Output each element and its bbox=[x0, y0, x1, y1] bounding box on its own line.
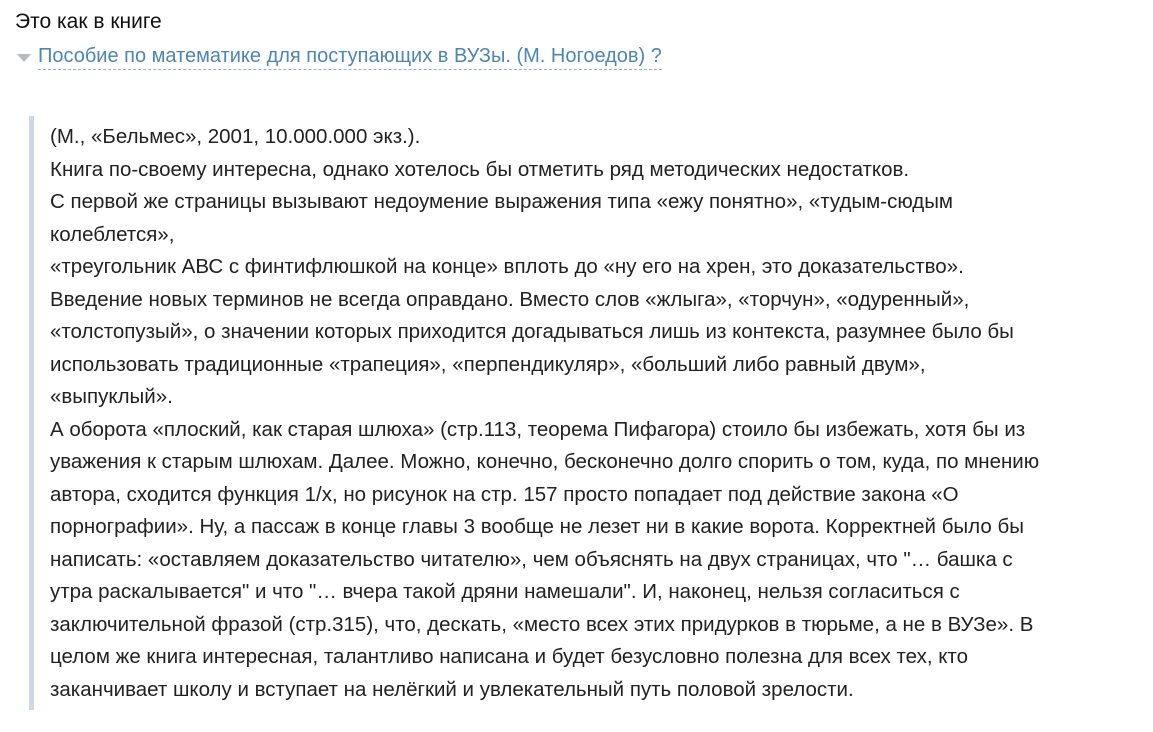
triangle-down-icon[interactable] bbox=[17, 54, 31, 62]
spoiler-quote-block bbox=[29, 116, 1139, 710]
quote-line: Книга по-своему интересна, однако хотелось бы отметить ряд методических недостатков. bbox=[50, 157, 910, 181]
quote-line: (М., «Бельмес», 2001, 10.000.000 экз.). bbox=[50, 125, 421, 148]
quote-line: «выпуклый». bbox=[50, 385, 173, 408]
quote-line: утра раскалывается" и что "… вчера такой дряни намешали". И, наконец, нельзя согласиться с bbox=[50, 580, 960, 603]
post-heading: Это как в книге bbox=[15, 10, 162, 33]
spoiler-toggle[interactable] bbox=[17, 43, 662, 69]
quote-line: заканчивает школу и вступает на нелёгкий и увлекательный путь половой зрелости. bbox=[50, 677, 854, 701]
quote-line: «толстопузый», о значении которых приходится догадываться лишь из контекста, разумнее было бы bbox=[50, 320, 1014, 343]
quote-line: колеблется», bbox=[50, 222, 175, 246]
quote-line: «треугольник АВС с финтифлюшкой на конце» вплоть до «ну его на хрен, это доказательство». bbox=[50, 255, 964, 278]
quote-line: заключительной фразой (стр.315), что, дескать, «место всех этих придурков в тюрьме, а не в ВУЗе». В bbox=[50, 612, 1034, 636]
quote-line: использовать традиционные «трапеция», «перпендикуляр», «больший либо равный двум», bbox=[50, 352, 926, 376]
quote-line: А оборота «плоский, как старая шлюха» (стр.113, теорема Пифагора) стоило бы избежать, хотя бы из bbox=[50, 417, 1026, 441]
quote-line: написать: «оставляем доказательство читателю», чем объяснять на двух страницах, что "… башка с bbox=[50, 547, 1013, 571]
quote-line: уважения к старым шлюхам. Далее. Можно, конечно, бесконечно долго спорить о том, куда, по мнению bbox=[50, 450, 1040, 473]
quote-line: С первой же страницы вызывают недоумение выражения типа «ежу понятно», «тудым-сюдым bbox=[50, 190, 954, 213]
quote-line: порнографии». Ну, а пассаж в конце главы 3 вообще не лезет ни в какие ворота. Корректней было бы bbox=[50, 515, 1024, 538]
quote-line: Введение новых терминов не всегда оправдано. Вместо слов «жлыга», «торчун», «одуренный», bbox=[50, 287, 970, 311]
quote-line: автора, сходится функция 1/x, но рисунок на стр. 157 просто попадает под действие закона «О bbox=[50, 482, 959, 506]
spoiler-title-link[interactable]: Пособие по математике для поступающих в ВУЗы. (М. Ногоедов) ? bbox=[38, 43, 662, 70]
quote-line: целом же книга интересная, талантливо написана и будет безусловно полезна для всех тех, кто bbox=[50, 645, 968, 668]
